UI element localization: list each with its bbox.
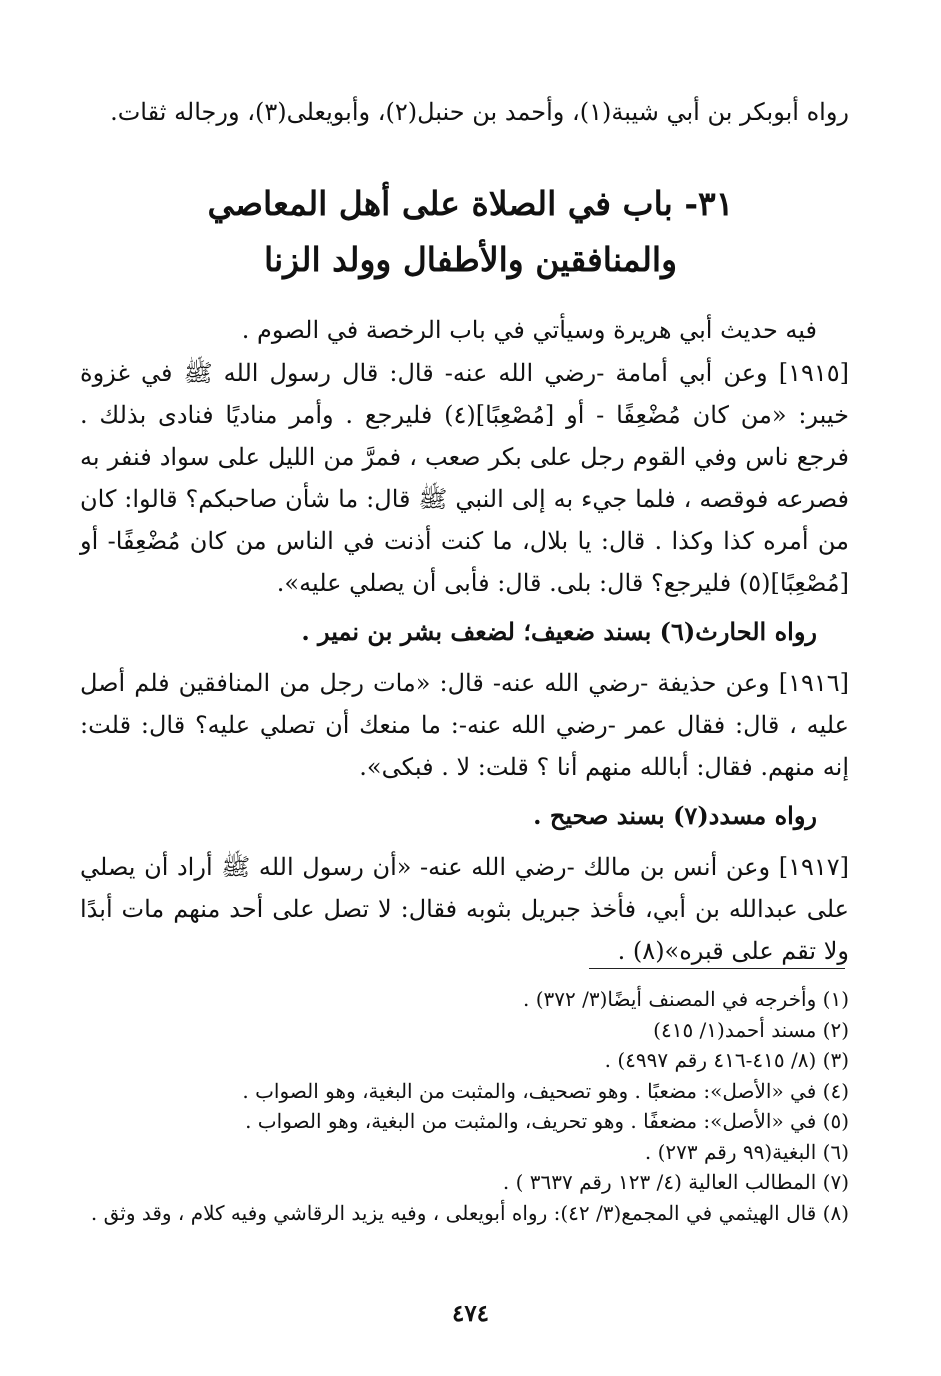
chapter-intro: فيه حديث أبي هريرة وسيأتي في باب الرخصة في الصوم . — [241, 316, 817, 344]
hadith-text: وعن حذيفة -رضي الله عنه- قال: «مات رجل من المنافقين فلم أصل عليه ، قال: فقال عمر -رضي الله عنه-: ما منعك أن تصلي عليه؟ قال: قلت: إنه منهم. فقال: أبالله منهم أنا ؟ قلت: لا . فبكى». — [80, 669, 849, 781]
hadith-number: [١٩١٧] — [778, 853, 849, 881]
footnote-4: (٤) في «الأصل»: مضعبًا . وهو تصحيف، والمثبت من البغية، وهو الصواب . — [242, 1078, 849, 1103]
footnote-1: (١) وأخرجه في المصنف أيضًا(٣/ ٣٧٢) . — [522, 987, 849, 1011]
footnote-2: (٢) مسند أحمد(١/ ٤١٥) — [653, 1017, 849, 1042]
hadith-text: وعن أبي أمامة -رضي الله عنه- قال: قال رسول الله ﷺ في غزوة خيبر: «من كان مُضْعِفًا - أو [مُصْعِبًا](٤) فليرجع . وأمر مناديًا فنادى بذلك . فرجع ناس وفي القوم رجل على بكر صعب ، فمرَّ من الليل على سواد فنفر به فصرعه فوقصه ، فلما جيء به إلى النبي ﷺ قال: ما شأن صاحبكم؟ قالوا: كان من أمره كذا وكذا . قال: يا بلال، ما كنت أذنت في الناس من كان مُضْعِفًا- أو [مُصْعِبًا](٥) فليرجع؟ قال: بلى. قال: فأبى أن يصلي عليه». — [80, 359, 849, 597]
chapter-heading-line-2: والمنافقين والأطفال وولد الزنا — [263, 240, 678, 279]
chapter-heading-line-1: ٣١- باب في الصلاة على أهل المعاصي — [207, 184, 734, 223]
footnotes — [80, 984, 849, 1228]
chapter-heading — [90, 176, 851, 288]
continuation-line: رواه أبوبكر بن أبي شيبة(١)، وأحمد بن حنبل(٢)، وأبويعلى(٣)، ورجاله ثقات. — [110, 98, 849, 126]
footnote-separator — [589, 968, 845, 969]
hadith-number: [١٩١٥] — [778, 359, 849, 387]
footnote-6: (٦) البغية(٩٩ رقم ٢٧٣) . — [644, 1139, 849, 1164]
hadith-1915-grading: رواه الحارث(٦) بسند ضعيف؛ لضعف بشر بن نمير . — [301, 617, 817, 646]
hadith-number: [١٩١٦] — [778, 669, 849, 697]
footnote-3: (٣) (٨/ ٤١٥-٤١٦ رقم ٤٩٩٧) . — [604, 1048, 849, 1072]
page-number: ٤٧٤ — [451, 1300, 490, 1327]
hadith-1916 — [80, 662, 849, 788]
hadith-text: وعن أنس بن مالك -رضي الله عنه- «أن رسول الله ﷺ أراد أن يصلي على عبدالله بن أبي، فأخذ جبريل بثوبه فقال: لا تصل على أحد منهم مات أبدًا ولا تقم على قبره»(٨) . — [80, 853, 849, 965]
footnote-7: (٧) المطالب العالية (٤/ ١٢٣ رقم ٣٦٣٧ ) . — [502, 1170, 849, 1194]
hadith-1917 — [80, 846, 849, 972]
hadith-1916-grading: رواه مسدد(٧) بسند صحيح . — [533, 801, 817, 830]
hadith-1915 — [80, 352, 849, 604]
footnote-8: (٨) قال الهيثمي في المجمع(٣/ ٤٢): رواه أبويعلى ، وفيه يزيد الرقاشي وفيه كلام ، وقد وثق . — [90, 1200, 849, 1225]
main-text — [80, 308, 849, 972]
footnote-5: (٥) في «الأصل»: مضعفًا . وهو تحريف، والمثبت من البغية، وهو الصواب . — [245, 1109, 849, 1133]
